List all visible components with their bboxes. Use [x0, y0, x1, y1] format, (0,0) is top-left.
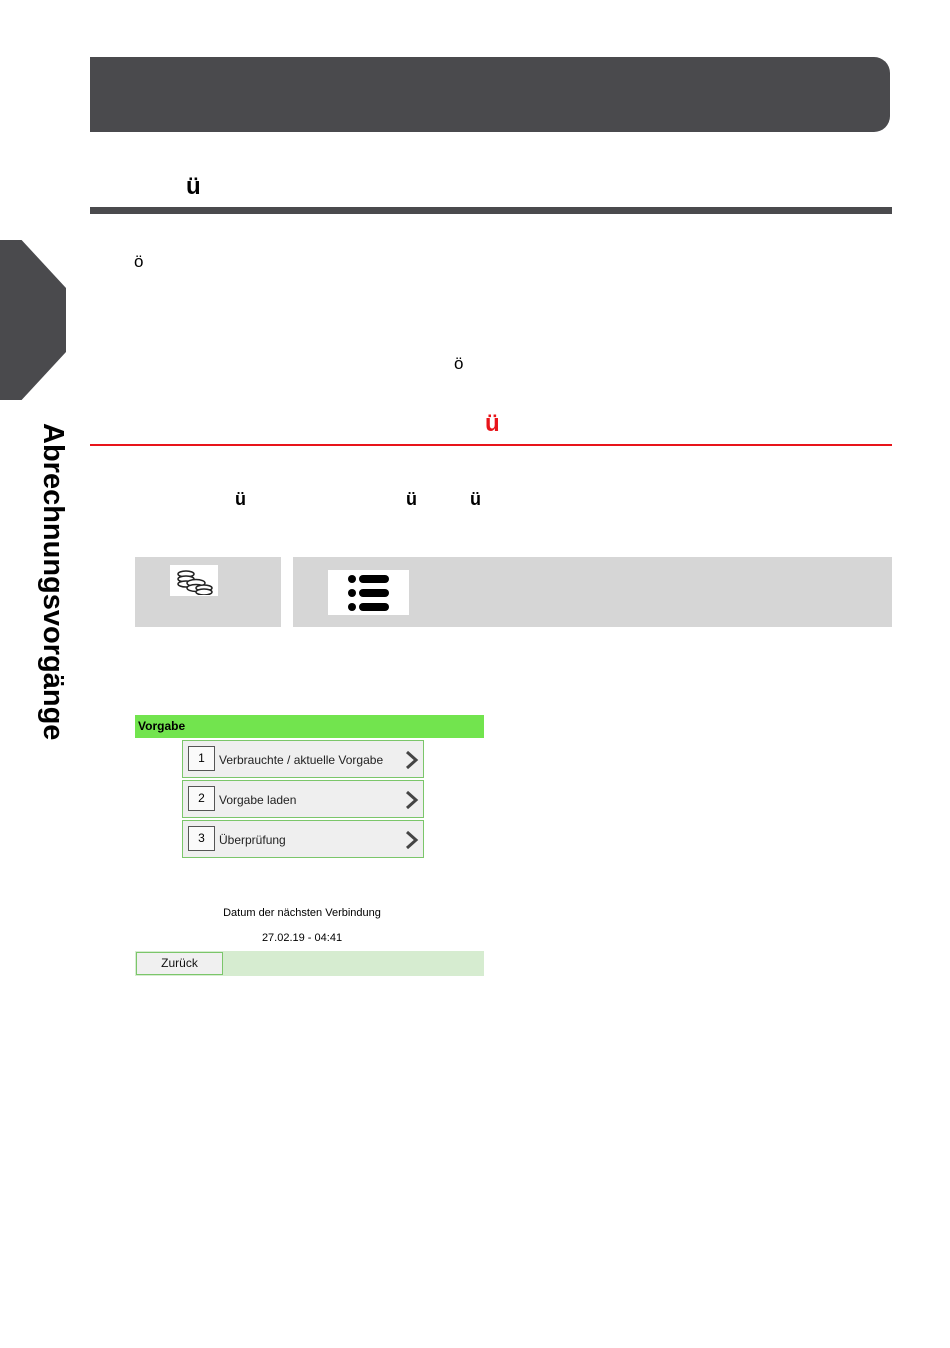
page-header-bar	[90, 57, 890, 132]
navigation-path-separator	[281, 557, 293, 627]
instruction-fragment-1: ü	[235, 489, 246, 509]
menu-item-label: Vorgabe laden	[219, 793, 297, 807]
chevron-right-icon	[405, 790, 419, 810]
next-connection-value: 27.02.19 - 04:41	[261, 932, 343, 944]
subsection-divider	[90, 444, 892, 446]
chapter-tab	[0, 240, 66, 400]
back-button[interactable]: Zurück	[136, 952, 223, 975]
chevron-right-icon	[405, 830, 419, 850]
menu-item-number: 3	[188, 826, 215, 851]
instruction-fragment-2: ü	[406, 489, 417, 509]
next-connection-label: Datum der nächsten Verbindung	[223, 907, 381, 919]
menu-item-number: 2	[188, 786, 215, 811]
menu-item-label: Verbrauchte / aktuelle Vorgabe	[219, 753, 384, 767]
chevron-right-icon	[405, 750, 419, 770]
list-menu-icon	[328, 570, 409, 615]
menu-item-consumed-current-setting[interactable]	[182, 740, 424, 778]
screen-title: Vorgabe	[135, 715, 484, 738]
instruction-fragment-3: ü	[470, 489, 481, 509]
menu-item-load-setting[interactable]	[182, 780, 424, 818]
navigation-path-box	[135, 557, 892, 627]
body-text-line-2: ö	[454, 354, 464, 373]
menu-item-label: Überprüfung	[219, 833, 286, 847]
subsection-title: ü	[485, 410, 500, 437]
chapter-tab-label: Abrechnungsvorgänge	[37, 423, 69, 741]
menu-item-check[interactable]	[182, 820, 424, 858]
body-text-line-1: ö	[134, 252, 144, 271]
section-divider	[90, 207, 892, 214]
menu-item-number: 1	[188, 746, 215, 771]
coins-icon	[170, 565, 218, 596]
section-title: ü	[186, 173, 201, 200]
